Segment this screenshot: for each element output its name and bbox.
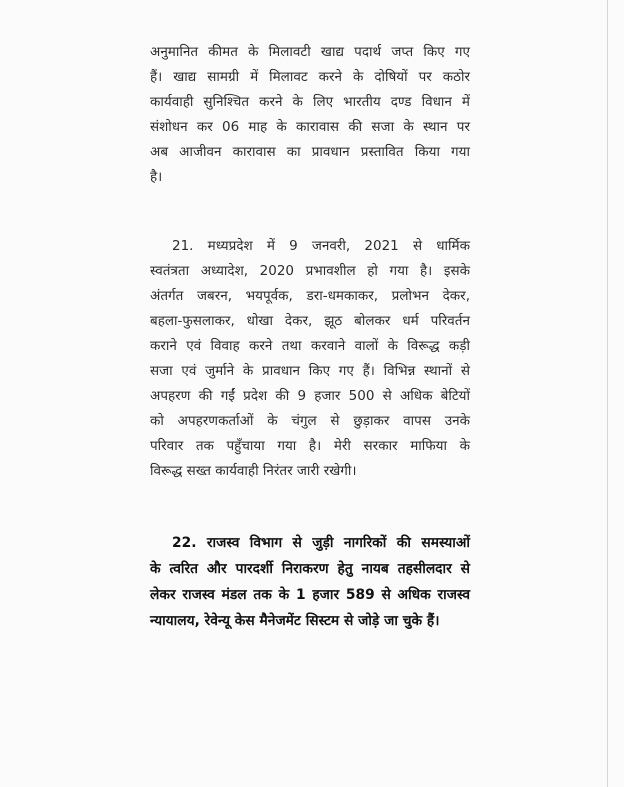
- text-line: विरूद्ध सख्त कार्यवाही निरंतर जारी रखेगी।: [150, 463, 357, 479]
- paragraph-21: [150, 234, 470, 484]
- text-line: कराने एवं विवाह करने तथा करवाने वालों के विरूद्ध कड़ी: [150, 338, 470, 354]
- text-line: लेकर राजस्व मंडल तक के 1 हजार 589 से अधिक राजस्व: [150, 587, 470, 603]
- text-line: अब आजीवन कारावास का प्रावधान प्रस्तावित किया गया: [150, 144, 470, 160]
- text-line: कार्यवाही सुनिश्चित करने के लिए भारतीय दण्ड विधान में: [150, 94, 470, 110]
- text-line: न्यायालय, रेवेन्यू केस मैनेजमेंट सिस्टम से जोड़े जा चुके हैं।: [150, 613, 440, 629]
- paragraph-22: [150, 530, 470, 634]
- text-line: स्वतंत्रता अध्यादेश, 2020 प्रभावशील हो गया है। इसके: [150, 263, 470, 279]
- paragraph-continuation: [150, 40, 470, 190]
- page-edge-shadow: [607, 0, 608, 787]
- text-line: अंतर्गत जबरन, भयपूर्वक, डरा-धमकाकर, प्रलोभन देकर,: [150, 288, 470, 304]
- text-line: अपहरण की गईं प्रदेश की 9 हजार 500 से अधिक बेटियों: [150, 388, 470, 404]
- text-line: 22. राजस्व विभाग से जुड़ी नागरिकों की समस्याओं: [172, 535, 470, 551]
- text-line: है।: [150, 169, 163, 185]
- text-line: बहला-फुसलाकर, धोखा देकर, झूठ बोलकर धर्म परिवर्तन: [150, 313, 470, 329]
- text-line: परिवार तक पहुँचाया गया है। मेरी सरकार माफिया के: [150, 438, 470, 454]
- text-line: को अपहरणकर्ताओं के चंगुल से छुड़ाकर वापस उनके: [150, 413, 470, 429]
- text-line: हैं। खाद्य सामग्री में मिलावट करने के दोषियों पर कठोर: [150, 69, 470, 85]
- text-line: सजा एवं जुर्माने के प्रावधान किए गए हैं। विभिन्न स्थानों से: [150, 363, 470, 379]
- text-line: संशोधन कर 06 माह के कारावास की सजा के स्थान पर: [150, 119, 470, 135]
- text-line: के त्वरित और पारदर्शी निराकरण हेतु नायब तहसीलदार से: [150, 561, 470, 577]
- text-line: 21. मध्यप्रदेश में 9 जनवरी, 2021 से धार्मिक: [172, 238, 470, 254]
- text-line: अनुमानित कीमत के मिलावटी खाद्य पदार्थ जप्त किए गए: [150, 44, 470, 60]
